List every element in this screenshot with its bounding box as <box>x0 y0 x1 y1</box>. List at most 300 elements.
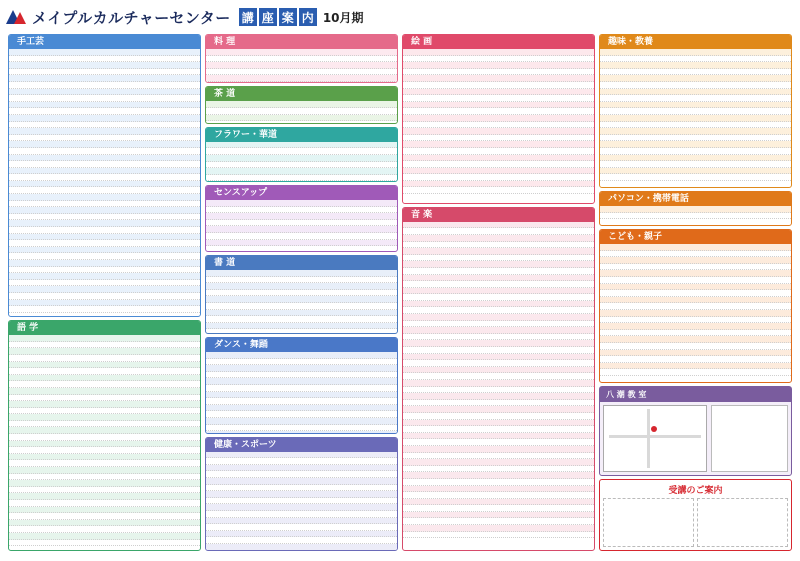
course-badge <box>677 304 699 308</box>
course-badge <box>283 452 305 456</box>
course-badge <box>283 532 305 536</box>
course-list <box>206 49 397 82</box>
course-row <box>9 135 200 142</box>
course-row <box>403 327 594 334</box>
course-badge <box>86 408 108 412</box>
course-badge <box>480 275 502 279</box>
course-row <box>403 479 594 486</box>
course-list <box>403 222 594 550</box>
course-row <box>403 128 594 135</box>
course-row <box>403 347 594 354</box>
course-row <box>9 168 200 175</box>
course-badge <box>86 70 108 74</box>
course-row <box>206 155 397 162</box>
course-badge <box>480 407 502 411</box>
course-badge <box>480 460 502 464</box>
course-row <box>9 273 200 280</box>
course-row <box>403 75 594 82</box>
course-row <box>403 161 594 168</box>
course-row <box>600 108 791 115</box>
section-title: パソコン・携帯電話 <box>600 192 791 206</box>
course-badge <box>480 56 502 60</box>
course-row <box>403 268 594 275</box>
course-badge <box>677 50 699 54</box>
course-row <box>206 531 397 538</box>
course-badge <box>480 532 502 536</box>
course-row <box>9 108 200 115</box>
course-badge <box>283 227 305 231</box>
course-badge <box>86 287 108 291</box>
course-row <box>206 504 397 511</box>
title-char: 講 <box>239 8 257 26</box>
course-row <box>206 290 397 297</box>
course-badge <box>677 298 699 302</box>
course-badge <box>86 382 108 386</box>
course-badge <box>480 486 502 490</box>
course-badge <box>480 453 502 457</box>
course-badge <box>86 294 108 298</box>
course-row <box>403 255 594 262</box>
course-badge <box>677 207 699 211</box>
course-row <box>600 206 791 213</box>
course-row <box>403 373 594 380</box>
course-row <box>206 142 397 149</box>
course-row <box>600 62 791 69</box>
course-row <box>9 141 200 148</box>
course-badge <box>677 129 699 133</box>
course-row <box>403 228 594 235</box>
course-row <box>600 174 791 181</box>
course-row <box>403 155 594 162</box>
course-row <box>9 500 200 507</box>
section-title: 趣味・教養 <box>600 35 791 49</box>
course-row <box>9 306 200 313</box>
course-row <box>403 433 594 440</box>
course-row <box>403 354 594 361</box>
course-badge <box>480 354 502 358</box>
course-badge <box>283 366 305 370</box>
course-row <box>206 207 397 214</box>
course-badge <box>677 370 699 374</box>
course-row <box>9 220 200 227</box>
section-title: 茶 道 <box>206 87 397 101</box>
course-row <box>9 187 200 194</box>
course-badge <box>86 248 108 252</box>
course-badge <box>86 395 108 399</box>
header <box>6 4 794 30</box>
course-badge <box>480 76 502 80</box>
course-row <box>403 95 594 102</box>
course-badge <box>480 374 502 378</box>
course-row <box>9 286 200 293</box>
course-row <box>206 162 397 169</box>
course-row <box>9 368 200 375</box>
course-badge <box>283 221 305 225</box>
course-badge <box>677 103 699 107</box>
course-row <box>9 493 200 500</box>
course-row <box>600 257 791 264</box>
course-row <box>9 487 200 494</box>
section-painting <box>402 34 595 204</box>
course-badge <box>86 481 108 485</box>
course-badge <box>677 136 699 140</box>
course-badge <box>480 335 502 339</box>
course-badge <box>677 168 699 172</box>
course-row <box>9 381 200 388</box>
course-badge <box>86 415 108 419</box>
course-badge <box>86 89 108 93</box>
course-row <box>600 213 791 220</box>
course-badge <box>86 356 108 360</box>
course-row <box>600 336 791 343</box>
course-badge <box>283 156 305 160</box>
course-row <box>206 411 397 418</box>
course-row <box>9 388 200 395</box>
column-2 <box>205 34 398 551</box>
course-row <box>9 362 200 369</box>
course-row <box>206 352 397 359</box>
course-badge <box>480 401 502 405</box>
course-badge <box>480 328 502 332</box>
course-row <box>600 115 791 122</box>
course-badge <box>86 389 108 393</box>
section-hobby <box>599 34 792 188</box>
course-badge <box>480 440 502 444</box>
course-badge <box>86 534 108 538</box>
course-row <box>206 452 397 459</box>
course-badge <box>86 76 108 80</box>
course-badge <box>86 182 108 186</box>
course-row <box>206 270 397 277</box>
course-row <box>9 454 200 461</box>
course-row <box>206 49 397 56</box>
course-row <box>403 181 594 188</box>
course-row <box>403 532 594 539</box>
course-badge <box>480 493 502 497</box>
course-badge <box>283 330 305 333</box>
course-row <box>403 334 594 341</box>
course-badge <box>480 129 502 133</box>
course-badge <box>677 89 699 93</box>
course-row <box>9 227 200 234</box>
course-badge <box>86 228 108 232</box>
course-badge <box>677 357 699 361</box>
course-row <box>206 378 397 385</box>
course-row <box>403 49 594 56</box>
guide-body <box>603 498 788 547</box>
course-row <box>9 115 200 122</box>
course-badge <box>86 142 108 146</box>
guide-box <box>697 498 788 547</box>
course-badge <box>480 387 502 391</box>
course-badge <box>86 221 108 225</box>
course-row <box>206 323 397 330</box>
course-badge <box>283 499 305 503</box>
course-badge <box>283 466 305 470</box>
course-row <box>600 141 791 148</box>
course-badge <box>283 373 305 377</box>
course-badge <box>86 195 108 199</box>
course-badge <box>283 207 305 211</box>
course-badge <box>480 315 502 319</box>
section-title: 料 理 <box>206 35 397 49</box>
section-title: 絵 画 <box>403 35 594 49</box>
course-badge <box>480 162 502 166</box>
course-row <box>403 89 594 96</box>
course-badge <box>283 284 305 288</box>
course-badge <box>283 492 305 496</box>
course-badge <box>677 271 699 275</box>
course-badge <box>677 291 699 295</box>
course-badge <box>86 514 108 518</box>
course-badge <box>86 109 108 113</box>
course-badge <box>86 175 108 179</box>
course-row <box>9 207 200 214</box>
course-row <box>600 277 791 284</box>
course-badge <box>480 149 502 153</box>
course-badge <box>480 480 502 484</box>
course-row <box>403 288 594 295</box>
course-badge <box>677 317 699 321</box>
course-badge <box>283 324 305 328</box>
course-row <box>403 340 594 347</box>
course-row <box>403 426 594 433</box>
course-row <box>403 187 594 194</box>
course-list <box>403 49 594 203</box>
course-row <box>600 290 791 297</box>
section-title: こども・親子 <box>600 230 791 244</box>
course-badge <box>86 267 108 271</box>
course-row <box>600 270 791 277</box>
course-row <box>600 69 791 76</box>
course-row <box>600 356 791 363</box>
course-badge <box>677 213 699 217</box>
course-list <box>600 244 791 382</box>
course-badge <box>283 63 305 67</box>
course-badge <box>86 129 108 133</box>
hachioji-header <box>600 387 791 402</box>
course-badge <box>480 289 502 293</box>
course-row <box>206 200 397 207</box>
course-list <box>206 200 397 251</box>
course-row <box>600 310 791 317</box>
course-row <box>403 248 594 255</box>
course-badge <box>480 142 502 146</box>
course-row <box>9 540 200 547</box>
course-badge <box>480 83 502 87</box>
course-badge <box>480 70 502 74</box>
course-row <box>403 525 594 532</box>
course-row <box>206 359 397 366</box>
course-badge <box>480 434 502 438</box>
course-badge <box>480 348 502 352</box>
course-badge <box>480 256 502 260</box>
course-badge <box>283 234 305 238</box>
course-row <box>9 375 200 382</box>
period-label: 10月期 <box>322 10 364 25</box>
course-badge <box>283 162 305 166</box>
column-1 <box>8 34 201 551</box>
course-badge <box>677 122 699 126</box>
course-badge <box>86 254 108 258</box>
course-row <box>403 459 594 466</box>
course-badge <box>480 341 502 345</box>
course-badge <box>283 214 305 218</box>
section-title: 手工芸 <box>9 35 200 49</box>
course-row <box>9 260 200 267</box>
course-badge <box>677 70 699 74</box>
course-badge <box>86 468 108 472</box>
course-row <box>403 294 594 301</box>
course-row <box>206 226 397 233</box>
course-row <box>206 75 397 82</box>
course-row <box>206 372 397 379</box>
course-row <box>403 307 594 314</box>
course-row <box>403 281 594 288</box>
course-row <box>206 418 397 425</box>
course-badge <box>86 50 108 54</box>
course-row <box>9 56 200 63</box>
course-row <box>9 520 200 527</box>
course-badge <box>86 402 108 406</box>
course-row <box>403 141 594 148</box>
course-row <box>206 491 397 498</box>
section-title: ダンス・舞踊 <box>206 338 397 352</box>
course-row <box>206 62 397 69</box>
course-badge <box>86 300 108 304</box>
course-row <box>600 330 791 337</box>
course-badge <box>86 83 108 87</box>
course-row <box>206 233 397 240</box>
course-list <box>600 206 791 225</box>
course-badge <box>677 149 699 153</box>
course-row <box>9 161 200 168</box>
course-badge <box>480 513 502 517</box>
section-calligraphy <box>205 255 398 334</box>
hachioji-title: 八 潮 教 室 <box>606 390 647 400</box>
course-row <box>403 492 594 499</box>
course-row <box>403 321 594 328</box>
course-badge <box>480 96 502 100</box>
course-row <box>206 220 397 227</box>
title-blocks <box>239 8 317 26</box>
course-badge <box>86 274 108 278</box>
section-kids <box>599 229 792 383</box>
access-map <box>603 405 707 472</box>
section-tea <box>205 86 398 123</box>
course-badge <box>283 379 305 383</box>
section-health <box>205 437 398 551</box>
course-badge <box>86 461 108 465</box>
course-row <box>403 69 594 76</box>
course-row <box>206 101 397 108</box>
course-badge <box>677 258 699 262</box>
course-row <box>9 148 200 155</box>
course-row <box>9 414 200 421</box>
course-row <box>600 155 791 162</box>
course-row <box>403 400 594 407</box>
hachioji-info <box>711 405 788 472</box>
course-row <box>600 350 791 357</box>
course-badge <box>677 109 699 113</box>
course-row <box>9 128 200 135</box>
course-row <box>9 155 200 162</box>
course-row <box>403 420 594 427</box>
course-row <box>600 56 791 63</box>
course-row <box>206 277 397 284</box>
course-badge <box>283 50 305 54</box>
course-row <box>9 201 200 208</box>
course-badge <box>480 136 502 140</box>
course-badge <box>480 63 502 67</box>
course-row <box>9 513 200 520</box>
course-row <box>9 82 200 89</box>
section-music <box>402 207 595 551</box>
course-badge <box>283 240 305 244</box>
course-badge <box>480 122 502 126</box>
course-badge <box>480 427 502 431</box>
section-title: 健康・スポーツ <box>206 438 397 452</box>
course-badge <box>86 149 108 153</box>
course-row <box>9 253 200 260</box>
course-row <box>403 242 594 249</box>
section-cooking <box>205 34 398 83</box>
course-badge <box>86 208 108 212</box>
course-row <box>403 235 594 242</box>
course-list <box>206 101 397 122</box>
course-badge <box>677 265 699 269</box>
course-row <box>206 398 397 405</box>
course-list <box>206 142 397 181</box>
course-row <box>206 431 397 433</box>
course-badge <box>283 472 305 476</box>
course-badge <box>86 349 108 353</box>
course-row <box>600 303 791 310</box>
section-title: 音 楽 <box>403 208 594 222</box>
course-row <box>206 240 397 247</box>
course-row <box>206 498 397 505</box>
course-row <box>9 507 200 514</box>
course-badge <box>480 500 502 504</box>
course-row <box>600 122 791 129</box>
course-list <box>206 270 397 333</box>
course-row <box>9 75 200 82</box>
course-badge <box>677 63 699 67</box>
course-row <box>9 348 200 355</box>
course-row <box>403 505 594 512</box>
course-row <box>9 194 200 201</box>
title-char: 案 <box>279 8 297 26</box>
course-badge <box>86 448 108 452</box>
course-row <box>9 293 200 300</box>
course-row <box>206 524 397 531</box>
course-row <box>403 439 594 446</box>
course-badge <box>677 245 699 249</box>
course-row <box>206 544 397 550</box>
course-badge <box>86 215 108 219</box>
course-row <box>9 460 200 467</box>
guide-title: 受講のご案内 <box>668 486 723 497</box>
course-badge <box>86 376 108 380</box>
course-badge <box>283 538 305 542</box>
column-4 <box>599 34 792 551</box>
course-badge <box>283 317 305 321</box>
course-badge <box>86 441 108 445</box>
course-row <box>403 56 594 63</box>
course-row <box>206 425 397 432</box>
course-row <box>9 467 200 474</box>
course-badge <box>480 155 502 159</box>
